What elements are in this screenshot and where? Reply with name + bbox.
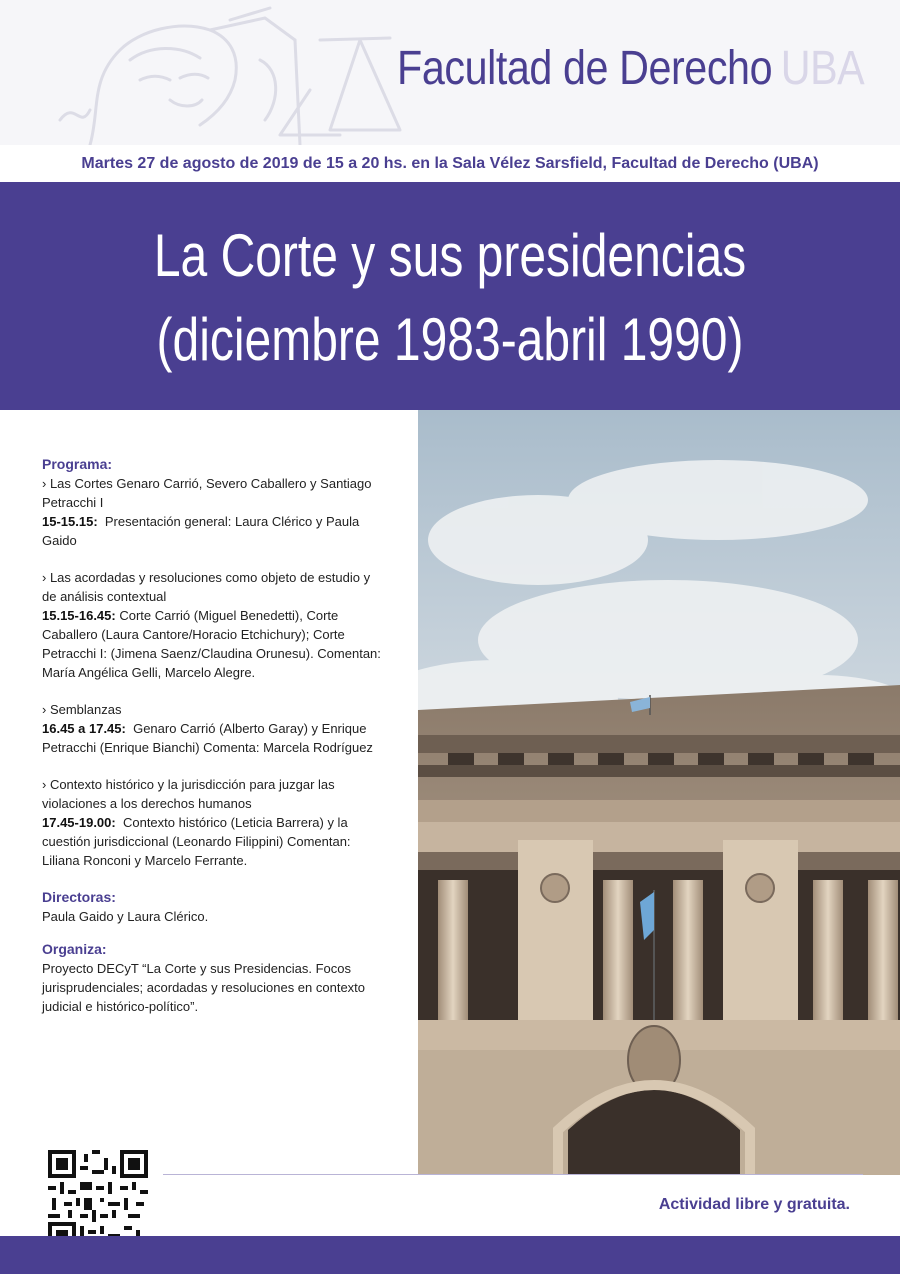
qr-code-icon — [48, 1150, 148, 1250]
faculty-title — [397, 38, 864, 100]
court-building-image — [418, 410, 900, 1175]
program-block-4 — [42, 775, 387, 870]
program-time: 16.45 a 17.45: — [42, 721, 126, 736]
bottom-bar — [0, 1236, 900, 1274]
program-topic: › Semblanzas — [42, 702, 122, 717]
program-block-2 — [42, 568, 387, 682]
organizer-block — [42, 940, 387, 1016]
directors-block — [42, 888, 387, 926]
program-time: 17.45-19.00: — [42, 815, 116, 830]
court-building-photo — [418, 410, 900, 1175]
program-section — [42, 455, 387, 1034]
event-title-line1: La Corte y sus presidencias — [153, 222, 747, 289]
program-entry — [42, 813, 387, 870]
program-topic: › Las acordadas y resoluciones como objeto de estudio y de análisis contextual — [42, 570, 371, 604]
program-entry — [42, 606, 387, 682]
organizer-text: Proyecto DECyT “La Corte y sus Presidencias. Focos jurisprudenciales; acordadas y resoluciones en contexto judicial e histórico-político”. — [42, 961, 366, 1014]
program-topic: › Contexto histórico y la jurisdicción para juzgar las violaciones a los derechos humanos — [42, 777, 335, 811]
faculty-name: Facultad de Derecho — [396, 42, 772, 95]
program-topic: › Las Cortes Genaro Carrió, Severo Caballero y Santiago Petracchi I — [42, 476, 372, 510]
program-detail: Contexto histórico (Leticia Barrera) y la cuestión jurisdiccional (Leonardo Filippini) Comentan: Liliana Ronconi y Marcelo Ferrante. — [42, 815, 351, 868]
organizer-heading: Organiza: — [42, 941, 107, 957]
title-band — [0, 182, 900, 410]
event-date-line: Martes 27 de agosto de 2019 de 15 a 20 hs. en la Sala Vélez Sarsfield, Facultad de Derecho (UBA) — [81, 155, 819, 172]
program-entry — [42, 512, 387, 550]
directors-heading: Directoras: — [42, 889, 116, 905]
program-time: 15.15-16.45: — [42, 608, 116, 623]
free-activity-note: Actividad libre y gratuita. — [658, 1196, 850, 1213]
program-block-1 — [42, 474, 387, 550]
faculty-uba: UBA — [780, 42, 864, 95]
program-detail: Presentación general: Laura Clérico y Paula Gaido — [42, 514, 360, 548]
program-detail: Corte Carrió (Miguel Benedetti), Corte Caballero (Laura Cantore/Horacio Etchichury); Corte Petracchi I: (Jimena Saenz/Claudina Orunesu). Comentan: María Angélica Gelli, Marcelo Alegre. — [42, 608, 381, 680]
event-title-line2: (diciembre 1983-abril 1990) — [156, 306, 744, 373]
footer-divider — [163, 1174, 863, 1175]
directors-names: Paula Gaido y Laura Clérico. — [42, 909, 209, 924]
justice-logo-illustration — [30, 0, 430, 145]
program-detail: Genaro Carrió (Alberto Garay) y Enrique Petracchi (Enrique Bianchi) Comenta: Marcela Rodríguez — [42, 721, 373, 755]
header — [0, 0, 900, 145]
program-entry — [42, 719, 387, 757]
program-time: 15-15.15: — [42, 514, 98, 529]
program-heading: Programa: — [42, 456, 113, 472]
program-block-3 — [42, 700, 387, 757]
